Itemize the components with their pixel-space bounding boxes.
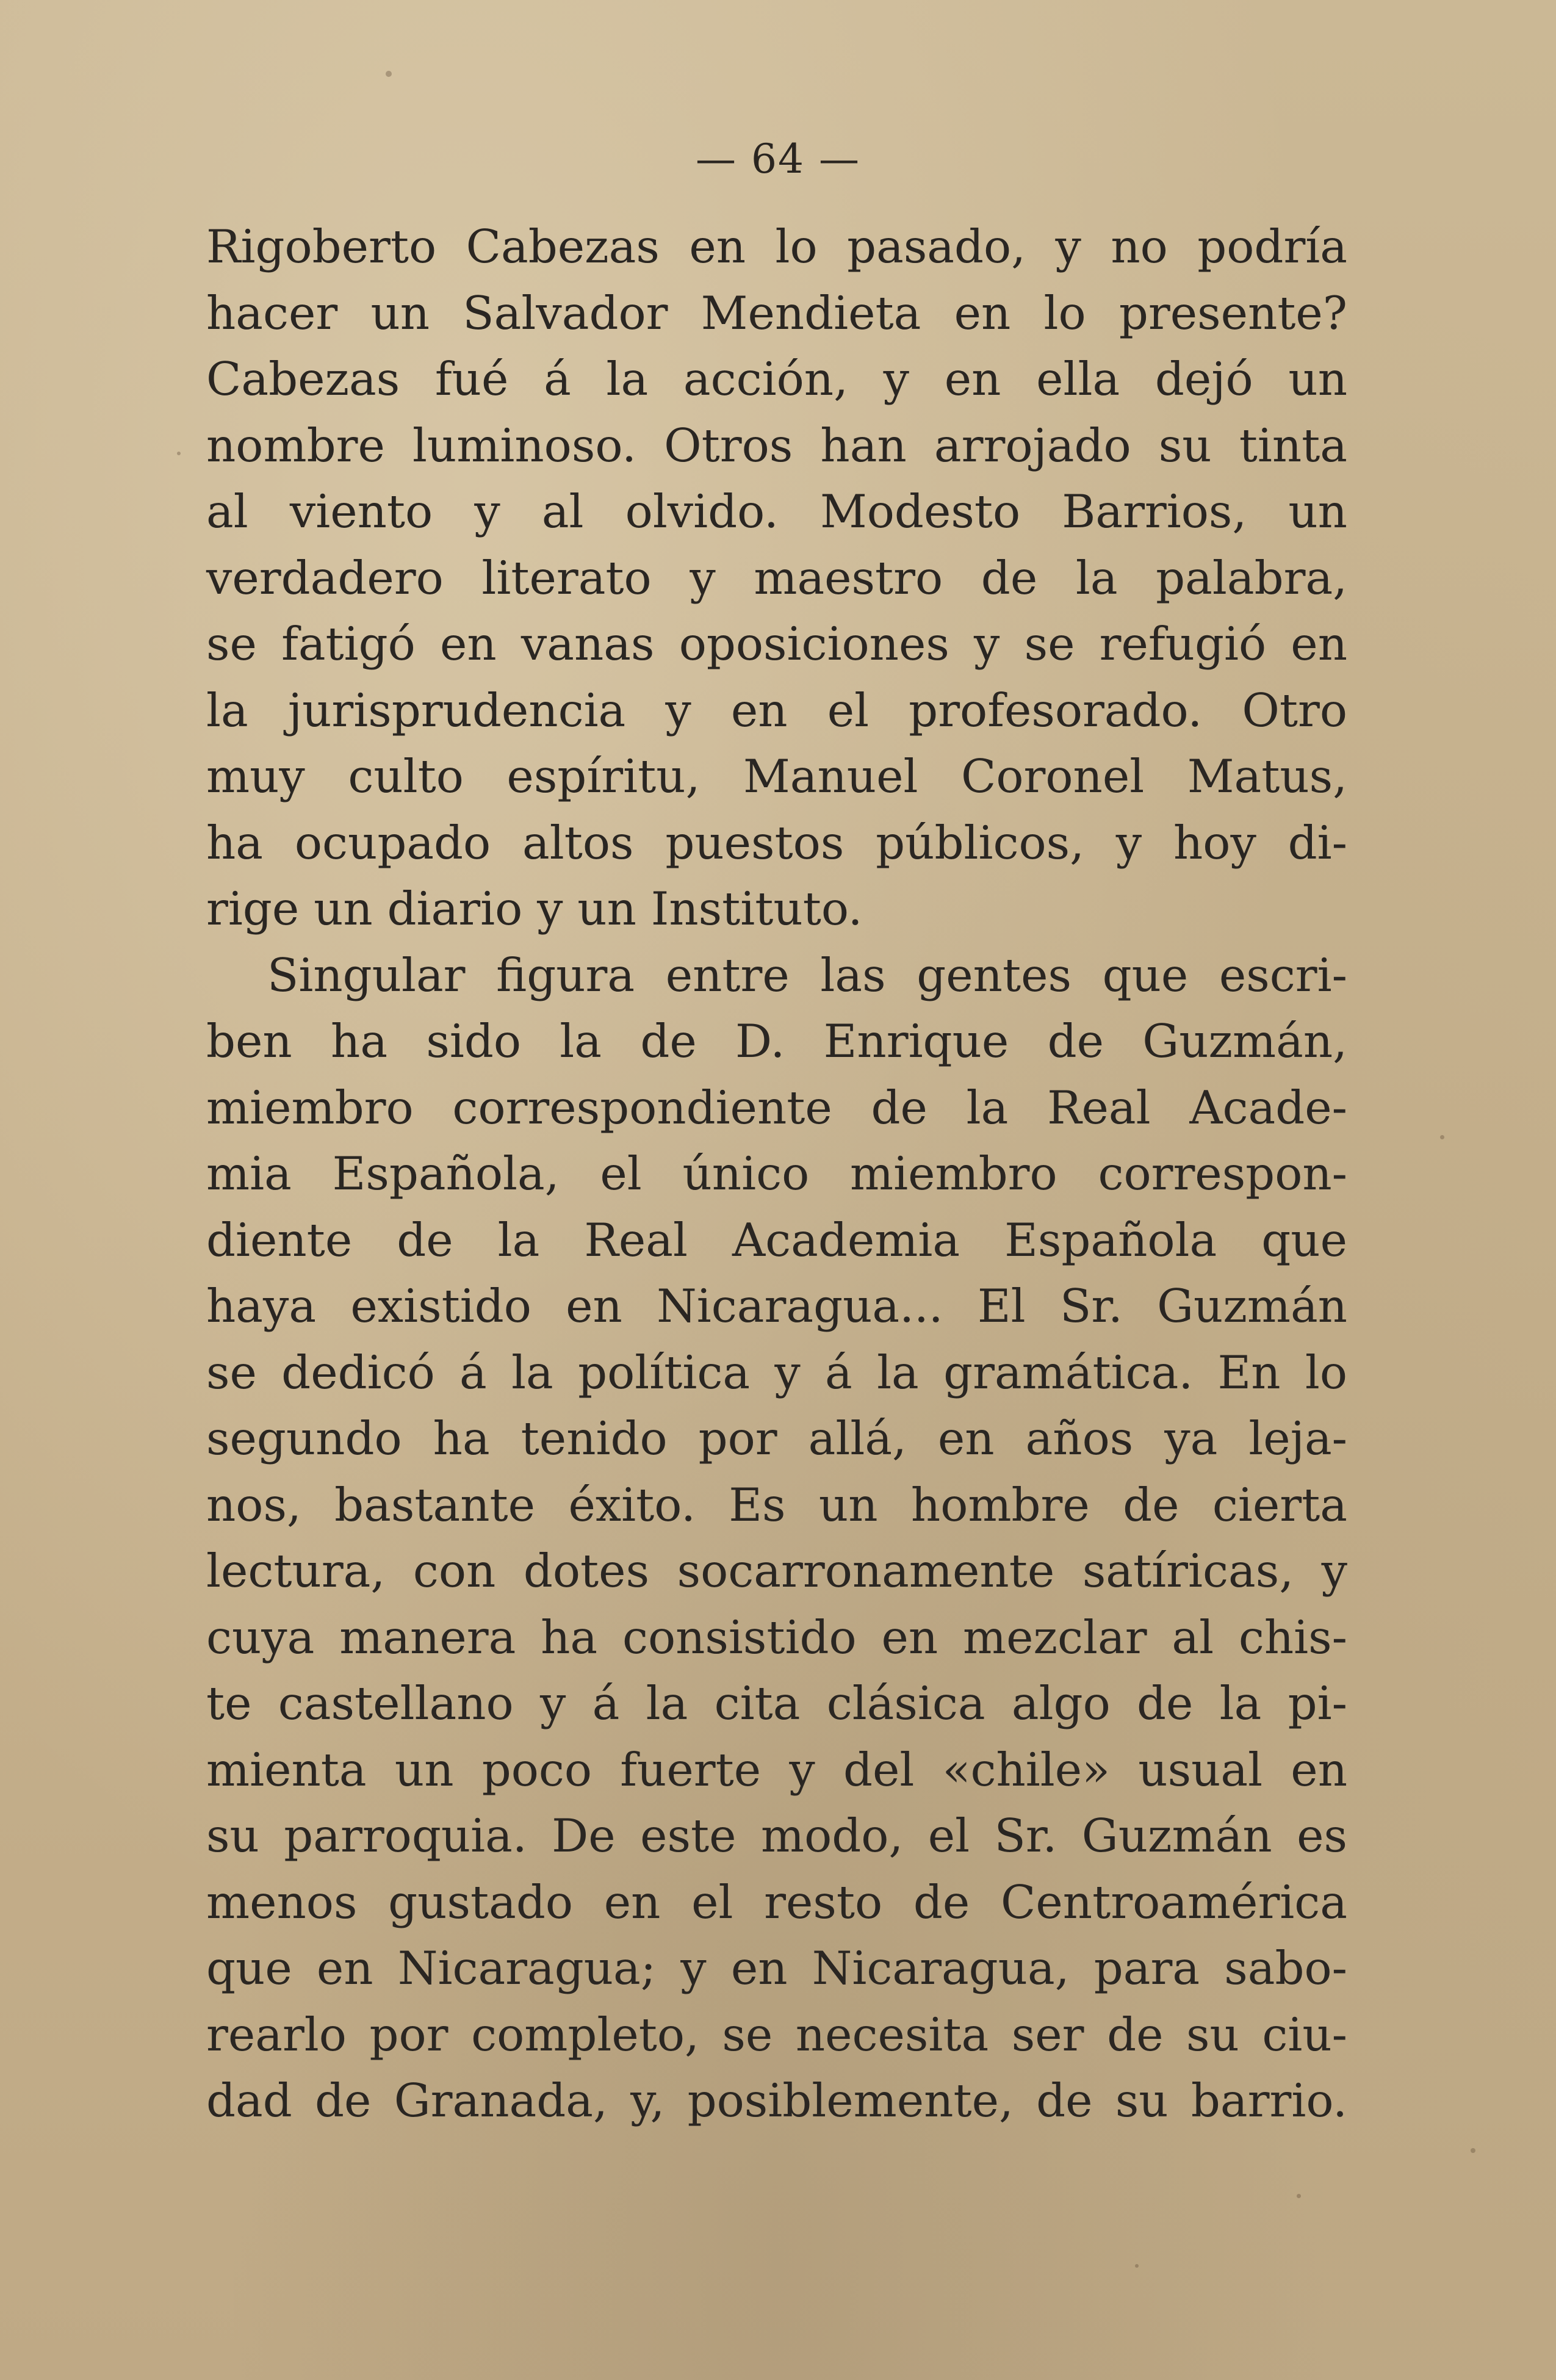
text-line: muy culto espíritu, Manuel Coronel Matus, [206, 749, 1347, 803]
text-line: hacer un Salvador Mendieta en lo presente? [206, 286, 1347, 340]
text-line: ha ocupado altos puestos públicos, y hoy di- [206, 815, 1347, 870]
text-line: al viento y al olvido. Modesto Barrios, un [206, 485, 1347, 538]
text-line: cuya manera ha consistido en mezclar al chis- [206, 1610, 1347, 1664]
text-line: segundo ha tenido por allá, en años ya leja- [206, 1412, 1347, 1465]
text-line: menos gustado en el resto de Centroamérica [206, 1875, 1347, 1929]
text-line: lectura, con dotes socarronamente satíricas, y [206, 1544, 1347, 1598]
text-line: su parroquia. De este modo, el Sr. Guzmán es [206, 1809, 1347, 1863]
text-line: se dedicó á la política y á la gramática. En lo [206, 1345, 1347, 1399]
text-line: nos, bastante éxito. Es un hombre de cierta [206, 1477, 1347, 1532]
text-line: haya existido en Nicaragua... El Sr. Guzmán [206, 1279, 1347, 1333]
text-line: mia Española, el único miembro correspon- [206, 1147, 1347, 1200]
text-line: ben ha sido la de D. Enrique de Guzmán, [206, 1014, 1347, 1068]
text-line: miembro correspondiente de la Real Acade- [206, 1080, 1347, 1134]
body-text [206, 214, 1347, 2134]
text-line: Rigoberto Cabezas en lo pasado, y no podría [206, 220, 1347, 273]
text-line: diente de la Real Academia Española que [206, 1213, 1347, 1267]
text-line: se fatigó en vanas oposiciones y se refugió en [206, 617, 1347, 671]
paper-speck [386, 71, 392, 77]
paper-speck [177, 452, 181, 455]
text-line: rige un diario y un Instituto. [206, 882, 863, 936]
page-number: — 64 — [696, 135, 860, 182]
paper-speck [1440, 1135, 1444, 1139]
text-line: verdadero literato y maestro de la palabra, [206, 550, 1347, 605]
text-line: que en Nicaragua; y en Nicaragua, para sabo- [206, 1941, 1347, 1995]
text-line: te castellano y á la cita clásica algo de la pi- [206, 1676, 1347, 1730]
paper-speck [1135, 2264, 1139, 2268]
text-line: Cabezas fué á la acción, y en ella dejó un [206, 352, 1347, 406]
paper-speck [1297, 2194, 1301, 2198]
text-line: dad de Granada, y, posiblemente, de su barrio. [206, 2074, 1347, 2127]
text-line-paragraph-start: Singular figura entre las gentes que escri- [267, 948, 1347, 1002]
text-line: mienta un poco fuerte y del «chile» usual en [206, 1742, 1347, 1797]
text-line: rearlo por completo, se necesita ser de su ciu- [206, 2007, 1347, 2061]
text-line: nombre luminoso. Otros han arrojado su tinta [206, 418, 1347, 472]
paper-speck [1471, 2148, 1475, 2153]
text-line: la jurisprudencia y en el profesorado. Otro [206, 683, 1347, 737]
